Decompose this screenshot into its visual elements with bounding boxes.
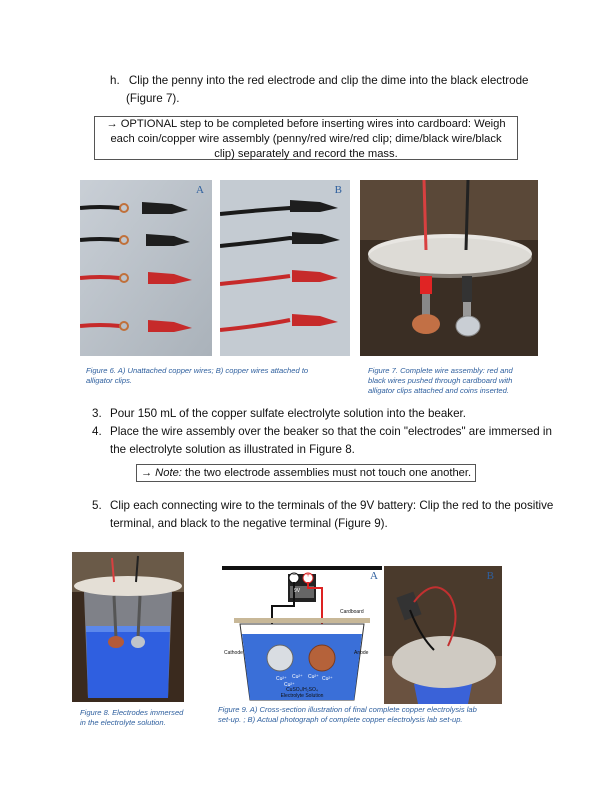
figure8-caption: Figure 8. Electrodes immersed in the electrolyte solution. bbox=[80, 708, 184, 727]
figure9-panel-a-label: A bbox=[370, 570, 378, 582]
figure8-photo bbox=[72, 552, 184, 702]
anode-label: Anode bbox=[354, 650, 369, 656]
note-text: the two electrode assemblies must not touch one another. bbox=[181, 467, 472, 479]
figure6b-photo bbox=[220, 180, 350, 356]
optional-line1: → OPTIONAL step to be completed before inserting wires into cardboard: Weigh bbox=[106, 118, 506, 130]
solution-label: CuSO₄/H₂SO₄ Electrolyte Solution bbox=[280, 687, 324, 699]
step-5: 5. Clip each connecting wire to the terminals of the 9V battery: Clip the red to the positive bbox=[92, 497, 572, 515]
ion-label: Cu²⁺ bbox=[276, 676, 287, 682]
figure6-panel-b-label: B bbox=[334, 184, 342, 196]
arrow-icon: → bbox=[106, 118, 118, 130]
step-number: 5. bbox=[92, 499, 102, 512]
step-marker: h. bbox=[110, 74, 120, 87]
step-h bbox=[110, 72, 550, 90]
battery-minus: − bbox=[291, 572, 297, 579]
note-label: Note: bbox=[155, 467, 182, 479]
step-h-line2: (Figure 7). bbox=[126, 92, 180, 105]
step-5-line2: terminal, and black to the negative terminal (Figure 9). bbox=[110, 517, 388, 530]
figure7-caption: Figure 7. Complete wire assembly: red and black wires pushed through cardboard with alligator clips attached and coins inserted. bbox=[368, 366, 513, 395]
figure9b-photo bbox=[384, 566, 502, 704]
note-box bbox=[136, 464, 476, 482]
ion-label: Cu²⁺ bbox=[284, 682, 295, 688]
optional-line3: clip) separately and record the mass. bbox=[214, 148, 398, 160]
battery-label: 9V bbox=[294, 588, 301, 594]
ion-label: Cu²⁺ bbox=[292, 674, 303, 680]
step-4: 4. Place the wire assembly over the beaker so that the coin "electrodes" are immersed in bbox=[92, 423, 562, 441]
arrow-icon: → bbox=[140, 467, 153, 479]
figure6a-photo bbox=[80, 180, 212, 356]
step-number: 4. bbox=[92, 425, 102, 438]
figure9-panel-b-label: B bbox=[486, 570, 494, 582]
battery-plus: + bbox=[305, 572, 311, 579]
optional-line2: each coin/copper wire assembly (penny/red wire/red clip; dime/black wire/black bbox=[110, 133, 502, 145]
ion-label: Cu²⁺ bbox=[308, 674, 319, 680]
figure6-caption: Figure 6. A) Unattached copper wires; B) copper wires attached to alligator clips. bbox=[86, 366, 309, 385]
step-text: Clip the penny into the red electrode and clip the dime into the black electrode bbox=[128, 74, 529, 87]
step-4-line2: the electrolyte solution as illustrated in Figure 8. bbox=[110, 443, 355, 456]
figure9a-diagram bbox=[222, 566, 382, 704]
cathode-label: Cathode bbox=[224, 650, 243, 656]
step-3: 3. Pour 150 mL of the copper sulfate electrolyte solution into the beaker. bbox=[92, 405, 562, 423]
figure6-panel-a-label: A bbox=[196, 184, 204, 196]
step-number: 3. bbox=[92, 407, 102, 420]
cardboard-label: Cardboard bbox=[340, 609, 364, 615]
figure7-photo bbox=[360, 180, 538, 356]
ion-label: Cu²⁺ bbox=[322, 676, 333, 682]
optional-step-box bbox=[94, 116, 518, 160]
figure9-caption: Figure 9. A) Cross-section illustration of final complete copper electrolysis lab set-up. ; B) Actual photograph of complete copper electrolysis lab set-up. bbox=[218, 705, 477, 724]
